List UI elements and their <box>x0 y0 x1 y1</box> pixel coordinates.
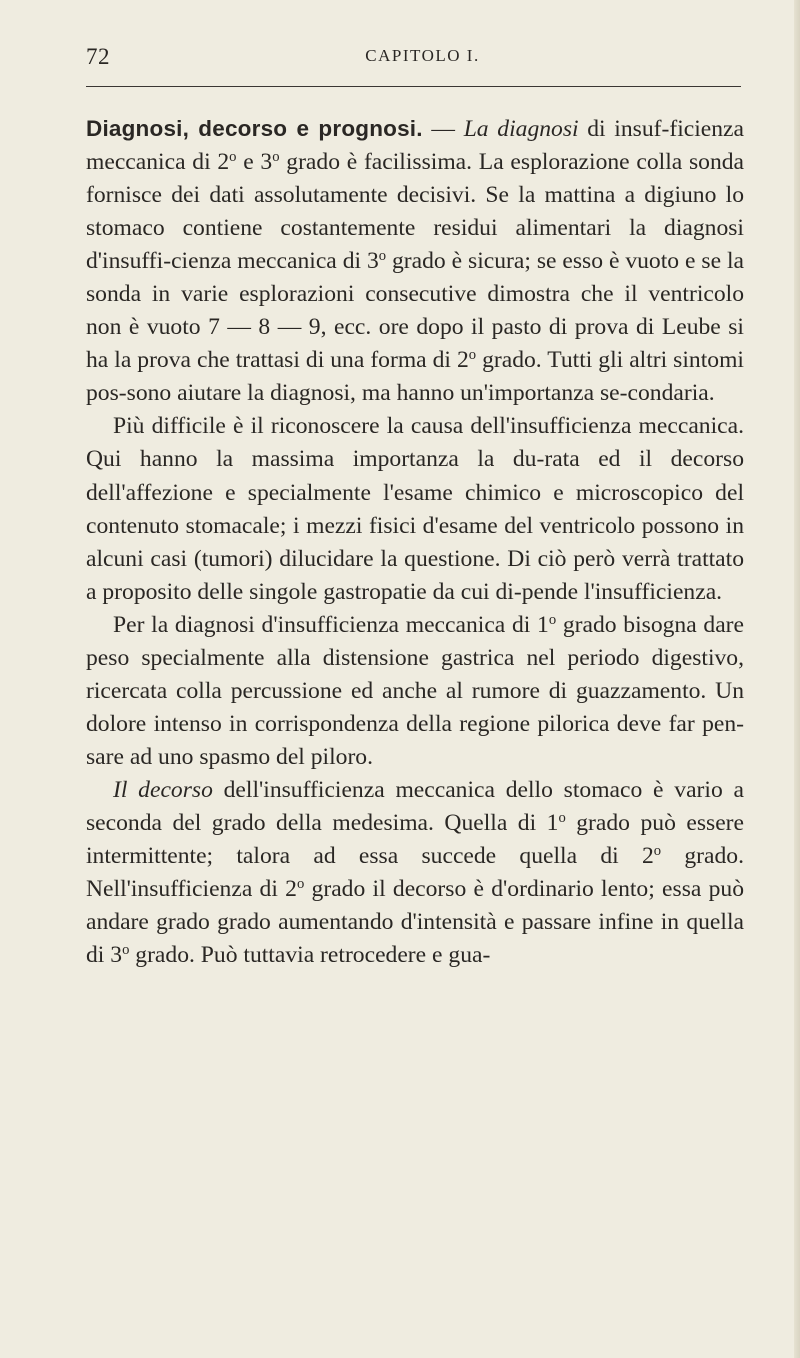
italic-term: La diagnosi <box>463 116 579 142</box>
italic-term: Il decorso <box>113 776 213 803</box>
page-number: 72 <box>86 44 110 69</box>
text-run: Più difficile è il riconoscere la causa dell'insufficienza meccanica. Qui hanno la massima importanza la du-rata ed il decorso dell'affezione e specialmente l'esame chimico e microscopico del contenuto stomacale; i mezzi fisici d'esame del ventricolo possono in alcuni casi (tumori) dilucidare la questione. Di ciò però verrà trattato a proposito delle singole gastropatie da cui di-pende l'insufficienza. <box>86 413 744 605</box>
ordinal-mark: o <box>468 347 477 364</box>
header-rule <box>86 86 741 87</box>
text-run: grado è sicura; se esso è vuoto e se la sonda in varie esplorazioni consecutive dimostra che il ventricolo non è vuoto 7 — 8 — 9, ecc. ore dopo il pasto di prova di Leube si ha la prova che trattasi di una forma di 2 <box>86 248 744 374</box>
text-run: grado bisogna dare peso specialmente alla distensione gastrica nel periodo digestivo, ricercata colla percussione ed anche al rumore di guazzamento. Un dolore intenso in corrispondenza della regione pilorica deve far pen-sare ad uno spasmo del piloro. <box>86 611 744 770</box>
body-text <box>86 112 744 972</box>
ordinal-mark: o <box>378 248 387 265</box>
ordinal-mark: o <box>272 149 280 165</box>
text-run: e 3 <box>236 149 273 176</box>
text-run: grado il decorso è d'ordinario lento; essa può andare grado grado aumentando d'intensità e passare infine in quella di 3 <box>86 876 745 969</box>
run-heading: Diagnosi, decorso e prognosi. <box>86 116 423 141</box>
ordinal-mark: o <box>653 842 662 859</box>
ordinal-mark: o <box>122 942 130 959</box>
page-header <box>86 44 741 78</box>
text-run: grado può essere intermittente; talora ad essa succede quella di 2 <box>86 809 744 870</box>
text-run: grado. Nell'insufficienza di 2 <box>86 843 744 903</box>
text-run: dell'insufficienza meccanica dello stomaco è vario a seconda del grado della medesima. Quella di 1 <box>86 776 744 836</box>
paragraph-diagnosi <box>86 112 744 410</box>
text-run: di insuf-ficienza meccanica di 2 <box>86 116 744 176</box>
text-run: Per la diagnosi d'insufficienza meccanica di 1 <box>113 611 549 638</box>
ordinal-mark: o <box>548 611 557 628</box>
ordinal-mark: o <box>296 876 305 893</box>
paragraph-primo-grado <box>86 609 744 774</box>
text-run: — <box>422 116 464 142</box>
page-edge <box>794 0 800 1358</box>
paragraph-causa <box>86 410 744 608</box>
running-head: CAPITOLO I. <box>365 46 480 65</box>
text-run: grado. Tutti gli altri sintomi pos-sono aiutare la diagnosi, ma hanno un'importanza se-condaria. <box>86 347 744 407</box>
text-run: grado è facilissima. La esplorazione colla sonda fornisce dei dati assolutamente decisivi. Se la mattina a digiuno lo stomaco contiene costantemente residui alimentari la diagnosi d'insuffi-cienza meccanica di 3 <box>86 149 745 275</box>
text-run: grado. Può tuttavia retrocedere e gua- <box>129 942 491 969</box>
ordinal-mark: o <box>229 149 237 165</box>
ordinal-mark: o <box>558 809 566 826</box>
paragraph-decorso <box>86 774 744 972</box>
